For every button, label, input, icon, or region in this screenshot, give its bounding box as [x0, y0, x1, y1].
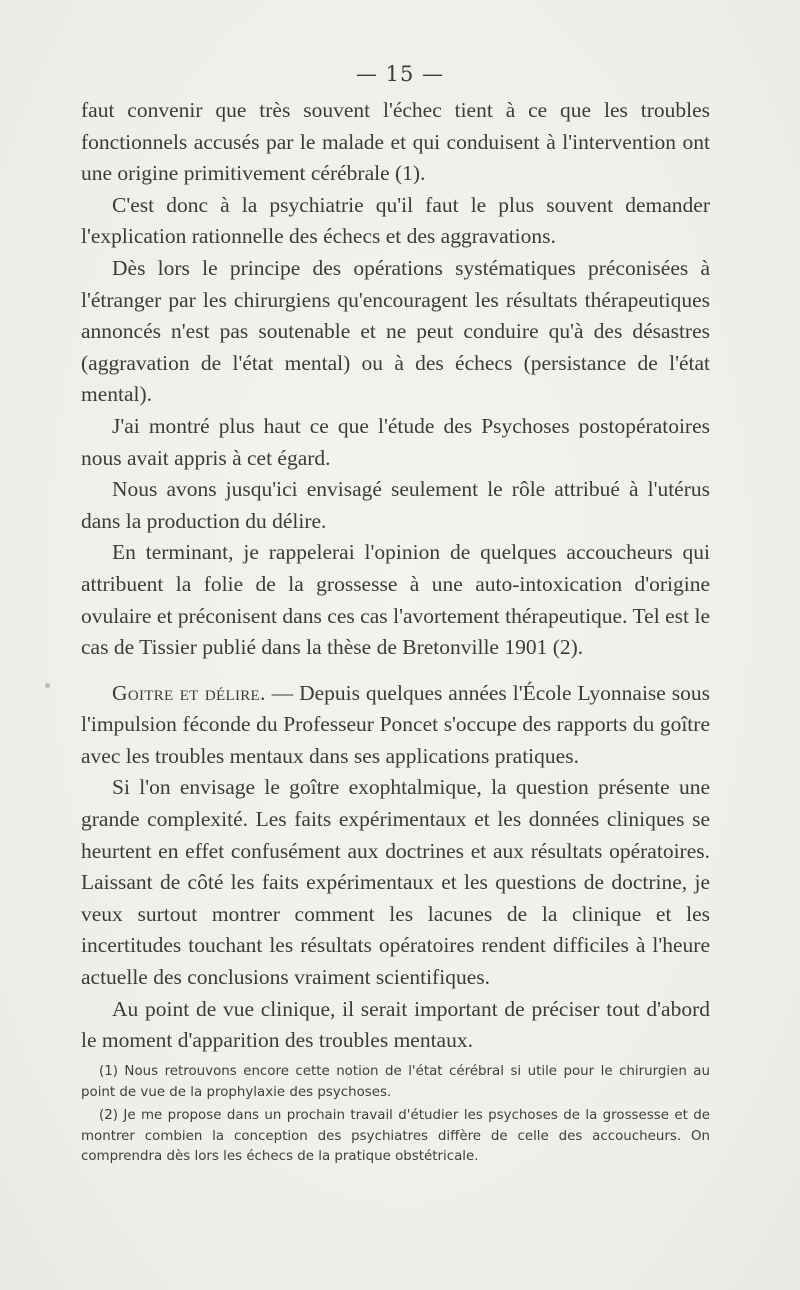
paragraph-operations: Dès lors le principe des opérations systématiques préconisées à l'étranger par les chirurgiens qu'encouragent les résultats thérapeutiques annoncés n'est pas soutenable et ne peut conduire qu'à des désastres (aggravation de l'état mental) ou à des échecs (persistance de l'état mental).: [81, 255, 710, 407]
section-goitre-paragraph: [81, 678, 710, 773]
section-heading: Goitre et délire.: [112, 680, 266, 705]
paragraph-continuation: faut convenir que très souvent l'échec tient à ce que les troubles fonctionnels accusés par le malade et qui conduisent à l'intervention ont une origine primitivement cérébrale (1).: [81, 98, 710, 186]
section-dash: —: [265, 680, 300, 705]
paragraph-point-de-vue-clinique: Au point de vue clinique, il serait important de préciser tout d'abord le moment d'apparition des troubles mentaux.: [81, 996, 710, 1053]
footnote-1: (1) Nous retrouvons encore cette notion de l'état cérébral si utile pour le chirurgien au point de vue de la prophylaxie des psychoses.: [81, 1064, 710, 1100]
paragraph-goitre-exophtalmique: Si l'on envisage le goître exophtalmique, la question présente une grande complexité. Les faits expérimentaux et les données cliniques se heurtent en effet confusément aux doctrines et aux résultats opératoires. Laissant de côté les faits expérimentaux et les questions de doctrine, je veux surtout montrer comment les lacunes de la clinique et les incertitudes touchant les résultats opératoires rendent difficiles à l'heure actuelle des conclusions vraiment scientifiques.: [81, 775, 710, 990]
page-number: — 15 —: [355, 62, 445, 86]
paragraph-psychoses-postoperatoires: J'ai montré plus haut ce que l'étude des Psychoses postopératoires nous avait appris à cet égard.: [81, 413, 710, 470]
paragraph-accoucheurs: En terminant, je rappelerai l'opinion de quelques accoucheurs qui attribuent la folie de la grossesse à une auto-intoxication d'origine ovulaire et préconisent dans ces cas l'avortement thérapeutique. Tel est le cas de Tissier publié dans la thèse de Bretonville 1901 (2).: [81, 540, 710, 660]
footnote-2: (2) Je me propose dans un prochain travail d'étudier les psychoses de la grossesse et de montrer combien la conception des psychiatres diffère de celle des accoucheurs. On comprendra dès lors les échecs de la pratique obstétricale.: [81, 1108, 710, 1164]
footnotes: [81, 1062, 710, 1171]
main-text: [81, 95, 710, 1057]
paper-speck: [45, 683, 50, 688]
section-lead-text: Depuis quelques années l'École Lyonnaise sous l'impulsion féconde du Professeur Poncet s'occupe des rapports du goître avec les troubles mentaux dans ses applications pratiques.: [81, 680, 711, 768]
paragraph-psychiatrie: C'est donc à la psychiatrie qu'il faut le plus souvent demander l'explication rationnelle des échecs et des aggravations.: [81, 192, 710, 249]
paragraph-uterus: Nous avons jusqu'ici envisagé seulement le rôle attribué à l'utérus dans la production du délire.: [81, 477, 710, 533]
